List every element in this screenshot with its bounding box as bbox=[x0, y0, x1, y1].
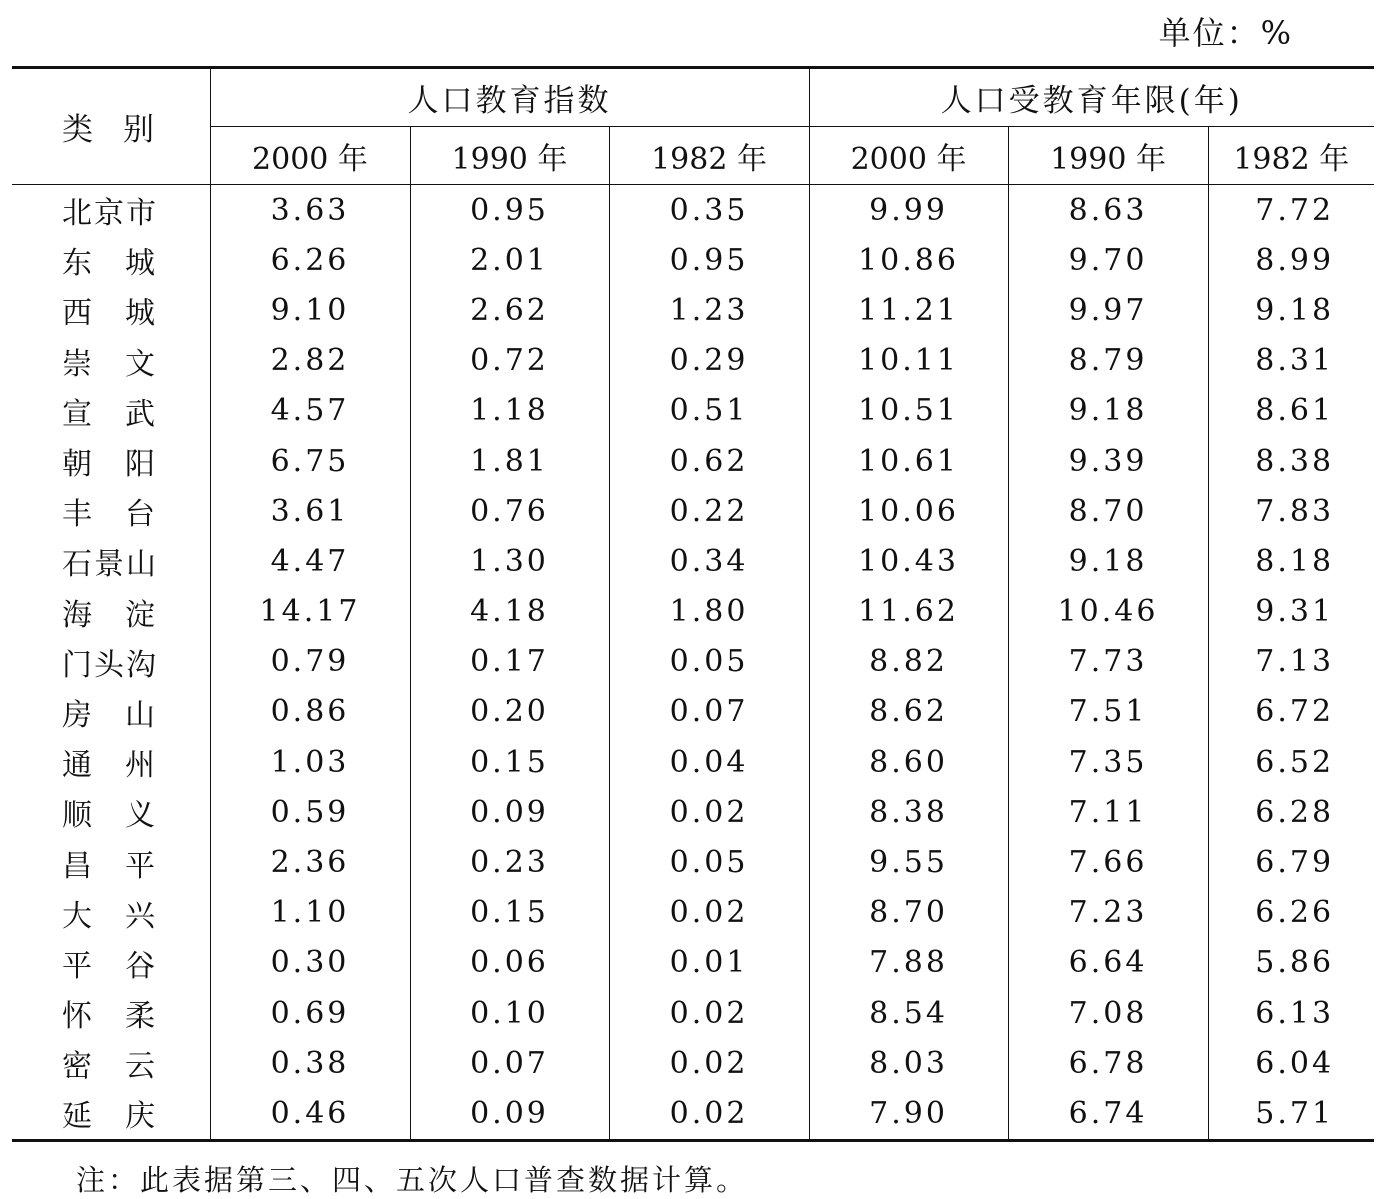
cell-value: 10.43 bbox=[809, 536, 1008, 586]
table-row bbox=[12, 737, 1374, 787]
table-row bbox=[12, 988, 1374, 1038]
district-name: 海淀 bbox=[62, 597, 188, 633]
cell-value: 0.79 bbox=[210, 637, 410, 687]
district-name: 延庆 bbox=[12, 1088, 210, 1140]
cell-value: 11.62 bbox=[809, 587, 1008, 637]
cell-value: 9.10 bbox=[210, 285, 410, 335]
cell-value: 0.51 bbox=[609, 386, 809, 436]
cell-value: 10.11 bbox=[809, 336, 1008, 386]
cell-value: 6.52 bbox=[1208, 737, 1374, 787]
cell-value: 1.18 bbox=[410, 386, 609, 436]
cell-value: 0.02 bbox=[609, 1088, 809, 1140]
cell-value: 9.70 bbox=[1008, 235, 1208, 285]
cell-value: 0.02 bbox=[609, 888, 809, 938]
cell-value: 8.03 bbox=[809, 1038, 1008, 1088]
cell-value: 9.55 bbox=[809, 837, 1008, 887]
cell-value: 0.86 bbox=[210, 687, 410, 737]
cell-value: 0.76 bbox=[410, 486, 609, 536]
cell-value: 0.29 bbox=[609, 336, 809, 386]
cell-value: 9.99 bbox=[809, 185, 1008, 236]
cell-value: 4.57 bbox=[210, 386, 410, 436]
cell-value: 7.73 bbox=[1008, 637, 1208, 687]
district-name: 大兴 bbox=[62, 898, 188, 934]
table-row bbox=[12, 185, 1374, 236]
cell-value: 5.86 bbox=[1208, 938, 1374, 988]
cell-value: 9.97 bbox=[1008, 285, 1208, 335]
district-name: 顺义 bbox=[62, 798, 188, 834]
cell-value: 0.22 bbox=[609, 486, 809, 536]
cell-value: 8.70 bbox=[809, 888, 1008, 938]
cell-value: 0.15 bbox=[410, 737, 609, 787]
table-row bbox=[12, 1038, 1374, 1088]
district-name: 门头沟 bbox=[62, 647, 158, 683]
cell-value: 7.13 bbox=[1208, 637, 1374, 687]
cell-value: 10.86 bbox=[809, 235, 1008, 285]
cell-value: 8.61 bbox=[1208, 386, 1374, 436]
cell-value: 7.11 bbox=[1008, 787, 1208, 837]
district-name: 北京市 bbox=[62, 196, 158, 232]
category-header: 类别 bbox=[12, 68, 210, 185]
district-name: 宣武 bbox=[62, 396, 188, 432]
table-row bbox=[12, 938, 1374, 988]
cell-value: 6.79 bbox=[1208, 837, 1374, 887]
table-row bbox=[12, 687, 1374, 737]
cell-value: 9.18 bbox=[1008, 386, 1208, 436]
cell-value: 7.51 bbox=[1008, 687, 1208, 737]
cell-value: 7.90 bbox=[809, 1088, 1008, 1140]
cell-value: 1.23 bbox=[609, 285, 809, 335]
cell-value: 6.72 bbox=[1208, 687, 1374, 737]
cell-value: 7.72 bbox=[1208, 185, 1374, 236]
cell-value: 0.04 bbox=[609, 737, 809, 787]
cell-value: 7.23 bbox=[1008, 888, 1208, 938]
cell-value: 8.54 bbox=[809, 988, 1008, 1038]
cell-value: 8.38 bbox=[1208, 436, 1374, 486]
cell-value: 0.02 bbox=[609, 988, 809, 1038]
cell-value: 6.78 bbox=[1008, 1038, 1208, 1088]
cell-value: 3.63 bbox=[210, 185, 410, 236]
cell-value: 0.09 bbox=[410, 1088, 609, 1140]
cell-value: 8.70 bbox=[1008, 486, 1208, 536]
cell-value: 7.35 bbox=[1008, 737, 1208, 787]
year-header: 1982 年 bbox=[609, 127, 809, 185]
cell-value: 8.99 bbox=[1208, 235, 1374, 285]
district-name: 怀柔 bbox=[62, 999, 188, 1035]
cell-value: 10.46 bbox=[1008, 587, 1208, 637]
cell-value: 10.06 bbox=[809, 486, 1008, 536]
table-row bbox=[12, 436, 1374, 486]
cell-value: 0.15 bbox=[410, 888, 609, 938]
cell-value: 5.71 bbox=[1208, 1088, 1374, 1140]
cell-value: 0.95 bbox=[410, 185, 609, 236]
cell-value: 6.26 bbox=[1208, 888, 1374, 938]
district-name: 房山 bbox=[62, 697, 188, 733]
table-row bbox=[12, 285, 1374, 335]
cell-value: 0.06 bbox=[410, 938, 609, 988]
cell-value: 7.08 bbox=[1008, 988, 1208, 1038]
cell-value: 0.38 bbox=[210, 1038, 410, 1088]
cell-value: 1.10 bbox=[210, 888, 410, 938]
education-table bbox=[12, 66, 1374, 1142]
cell-value: 0.05 bbox=[609, 837, 809, 887]
district-name: 丰台 bbox=[62, 497, 188, 533]
cell-value: 3.61 bbox=[210, 486, 410, 536]
cell-value: 0.01 bbox=[609, 938, 809, 988]
table-body bbox=[12, 185, 1374, 1141]
district-name: 石景山 bbox=[62, 547, 158, 583]
cell-value: 1.80 bbox=[609, 587, 809, 637]
year-header: 2000 年 bbox=[809, 127, 1008, 185]
district-name: 西城 bbox=[62, 296, 188, 332]
cell-value: 6.04 bbox=[1208, 1038, 1374, 1088]
cell-value: 7.83 bbox=[1208, 486, 1374, 536]
table-row bbox=[12, 486, 1374, 536]
cell-value: 1.81 bbox=[410, 436, 609, 486]
cell-value: 1.30 bbox=[410, 536, 609, 586]
table-row bbox=[12, 787, 1374, 837]
cell-value: 6.26 bbox=[210, 235, 410, 285]
cell-value: 8.60 bbox=[809, 737, 1008, 787]
table-row bbox=[12, 336, 1374, 386]
cell-value: 2.82 bbox=[210, 336, 410, 386]
cell-value: 0.95 bbox=[609, 235, 809, 285]
cell-value: 9.18 bbox=[1208, 285, 1374, 335]
cell-value: 8.82 bbox=[809, 637, 1008, 687]
cell-value: 2.01 bbox=[410, 235, 609, 285]
table-row bbox=[12, 386, 1374, 436]
cell-value: 8.18 bbox=[1208, 536, 1374, 586]
year-header: 1990 年 bbox=[1008, 127, 1208, 185]
cell-value: 4.47 bbox=[210, 536, 410, 586]
cell-value: 6.28 bbox=[1208, 787, 1374, 837]
cell-value: 11.21 bbox=[809, 285, 1008, 335]
cell-value: 8.31 bbox=[1208, 336, 1374, 386]
cell-value: 0.10 bbox=[410, 988, 609, 1038]
cell-value: 0.35 bbox=[609, 185, 809, 236]
cell-value: 6.74 bbox=[1008, 1088, 1208, 1140]
district-name: 平谷 bbox=[62, 948, 188, 984]
cell-value: 0.34 bbox=[609, 536, 809, 586]
cell-value: 0.62 bbox=[609, 436, 809, 486]
year-header: 2000 年 bbox=[210, 127, 410, 185]
cell-value: 0.72 bbox=[410, 336, 609, 386]
table-row bbox=[12, 1088, 1374, 1140]
cell-value: 10.51 bbox=[809, 386, 1008, 436]
cell-value: 14.17 bbox=[210, 587, 410, 637]
cell-value: 0.46 bbox=[210, 1088, 410, 1140]
cell-value: 6.13 bbox=[1208, 988, 1374, 1038]
table-row bbox=[12, 888, 1374, 938]
district-name: 密云 bbox=[62, 1049, 188, 1085]
cell-value: 0.20 bbox=[410, 687, 609, 737]
cell-value: 2.62 bbox=[410, 285, 609, 335]
cell-value: 9.39 bbox=[1008, 436, 1208, 486]
district-name: 朝阳 bbox=[62, 447, 188, 483]
year-header: 1990 年 bbox=[410, 127, 609, 185]
cell-value: 0.07 bbox=[609, 687, 809, 737]
table-row bbox=[12, 235, 1374, 285]
cell-value: 0.30 bbox=[210, 938, 410, 988]
table-row bbox=[12, 637, 1374, 687]
cell-value: 0.17 bbox=[410, 637, 609, 687]
district-name: 崇文 bbox=[62, 346, 188, 382]
cell-value: 0.59 bbox=[210, 787, 410, 837]
cell-value: 6.75 bbox=[210, 436, 410, 486]
cell-value: 9.31 bbox=[1208, 587, 1374, 637]
cell-value: 0.07 bbox=[410, 1038, 609, 1088]
year-header: 1982 年 bbox=[1208, 127, 1374, 185]
cell-value: 8.79 bbox=[1008, 336, 1208, 386]
district-name: 昌平 bbox=[62, 848, 188, 884]
cell-value: 8.38 bbox=[809, 787, 1008, 837]
cell-value: 0.02 bbox=[609, 787, 809, 837]
group-header-schooling-years: 人口受教育年限(年) bbox=[809, 68, 1374, 127]
cell-value: 0.02 bbox=[609, 1038, 809, 1088]
table-row bbox=[12, 837, 1374, 887]
table-row bbox=[12, 587, 1374, 637]
unit-label: 单位：% bbox=[1158, 14, 1293, 52]
cell-value: 8.63 bbox=[1008, 185, 1208, 236]
cell-value: 0.05 bbox=[609, 637, 809, 687]
cell-value: 7.88 bbox=[809, 938, 1008, 988]
table-row bbox=[12, 536, 1374, 586]
cell-value: 6.64 bbox=[1008, 938, 1208, 988]
cell-value: 0.23 bbox=[410, 837, 609, 887]
cell-value: 10.61 bbox=[809, 436, 1008, 486]
cell-value: 4.18 bbox=[410, 587, 609, 637]
cell-value: 7.66 bbox=[1008, 837, 1208, 887]
district-name: 东城 bbox=[62, 246, 188, 282]
cell-value: 2.36 bbox=[210, 837, 410, 887]
cell-value: 9.18 bbox=[1008, 536, 1208, 586]
cell-value: 1.03 bbox=[210, 737, 410, 787]
table-note: 注：此表据第三、四、五次人口普查数据计算。 bbox=[76, 1163, 749, 1197]
cell-value: 0.69 bbox=[210, 988, 410, 1038]
cell-value: 0.09 bbox=[410, 787, 609, 837]
group-header-education-index: 人口教育指数 bbox=[210, 68, 809, 127]
district-name: 通州 bbox=[62, 748, 188, 784]
cell-value: 8.62 bbox=[809, 687, 1008, 737]
